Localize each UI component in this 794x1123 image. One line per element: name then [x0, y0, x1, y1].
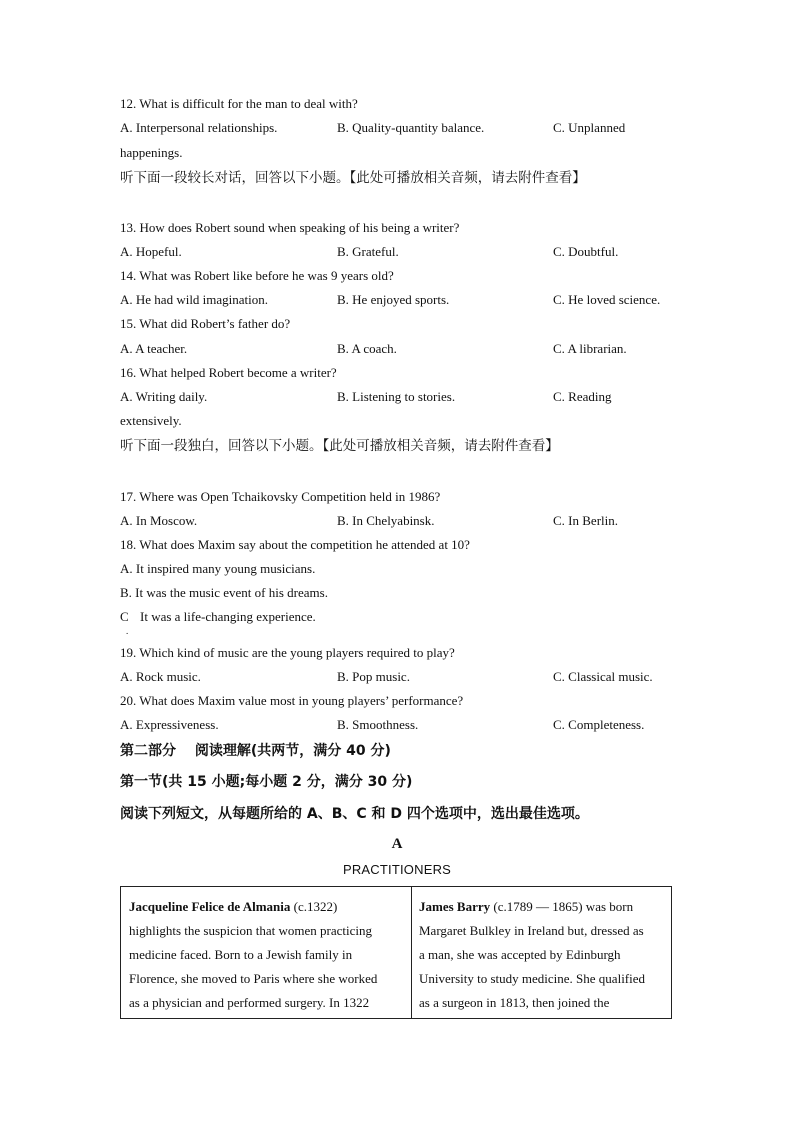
- practitioners-table: [120, 886, 672, 1019]
- practitioner-name-almania: Jacqueline Felice de Almania: [129, 899, 291, 914]
- table-cell-right-line-3: a man, she was accepted by Edinburgh: [419, 947, 621, 962]
- practitioner-name-barry: James Barry: [419, 899, 491, 914]
- q18-option-c-dot: .: [126, 626, 129, 636]
- q13-option-b: B. Grateful.: [337, 244, 399, 259]
- q17-option-a: A. In Moscow.: [120, 513, 198, 528]
- q18-option-b: B. It was the music event of his dreams.: [120, 585, 328, 600]
- q12-option-c: C. Unplanned: [553, 120, 626, 135]
- q19-option-b: B. Pop music.: [337, 669, 410, 684]
- q20-option-b: B. Smoothness.: [337, 717, 419, 732]
- question-15: 15. What did Robert’s father do?: [120, 316, 291, 331]
- q14-option-c: C. He loved science.: [553, 292, 661, 307]
- q15-option-b: B. A coach.: [337, 341, 397, 356]
- q16-option-a: A. Writing daily.: [120, 389, 208, 404]
- part-2-heading: 第二部分 阅读理解(共两节，满分 40 分): [120, 743, 391, 759]
- q13-option-a: A. Hopeful.: [120, 244, 182, 259]
- q14-option-a: A. He had wild imagination.: [120, 292, 269, 307]
- table-cell-right: [419, 895, 669, 1015]
- table-cell-left-line-2: highlights the suspicion that women practicing: [129, 923, 372, 938]
- question-17: 17. Where was Open Tchaikovsky Competition held in 1986?: [120, 489, 441, 504]
- passage-letter: A: [391, 836, 403, 852]
- passage-title: PRACTITIONERS: [342, 862, 452, 877]
- question-19: 19. Which kind of music are the young players required to play?: [120, 645, 455, 660]
- q18-option-c: It was a life-changing experience.: [140, 609, 316, 624]
- reading-instruction: 阅读下列短文，从每题所给的 A、B、C 和 D 四个选项中，选出最佳选项。: [120, 806, 589, 822]
- q13-option-c: C. Doubtful.: [553, 244, 619, 259]
- section-1-heading: 第一节(共 15 小题;每小题 2 分，满分 30 分): [120, 774, 413, 790]
- q15-option-a: A. A teacher.: [120, 341, 188, 356]
- q19-option-c: C. Classical music.: [553, 669, 653, 684]
- q12-option-a: A. Interpersonal relationships.: [120, 120, 278, 135]
- q16-option-c-continued: extensively.: [120, 413, 182, 428]
- table-cell-right-line-5: as a surgeon in 1813, then joined the: [419, 995, 610, 1010]
- table-cell-left-line-4: Florence, she moved to Paris where she worked: [129, 971, 378, 986]
- q12-option-c-continued: happenings.: [120, 145, 183, 160]
- question-16: 16. What helped Robert become a writer?: [120, 365, 337, 380]
- table-cell-left-line-1: Jacqueline Felice de Almania (c.1322): [129, 899, 338, 914]
- q17-option-c: C. In Berlin.: [553, 513, 618, 528]
- q19-option-a: A. Rock music.: [120, 669, 201, 684]
- q17-option-b: B. In Chelyabinsk.: [337, 513, 435, 528]
- table-cell-right-line-1: James Barry (c.1789 — 1865) was born: [419, 899, 634, 914]
- table-cell-left: [129, 895, 407, 1015]
- listening-instruction-2: 听下面一段独白，回答以下小题。【此处可播放相关音频，请去附件查看】: [120, 438, 559, 454]
- q18-option-a: A. It inspired many young musicians.: [120, 561, 316, 576]
- question-18: 18. What does Maxim say about the competition he attended at 10?: [120, 537, 470, 552]
- table-cell-right-line-2: Margaret Bulkley in Ireland but, dressed as: [419, 923, 644, 938]
- q18-option-c-letter: C: [120, 609, 129, 624]
- question-12: 12. What is difficult for the man to deal with?: [120, 96, 358, 111]
- table-cell-left-line-5: as a physician and performed surgery. In 1322: [129, 995, 370, 1010]
- q12-option-b: B. Quality-quantity balance.: [337, 120, 485, 135]
- question-13: 13. How does Robert sound when speaking of his being a writer?: [120, 220, 460, 235]
- q16-option-b: B. Listening to stories.: [337, 389, 456, 404]
- q14-option-b: B. He enjoyed sports.: [337, 292, 450, 307]
- q20-option-c: C. Completeness.: [553, 717, 645, 732]
- table-column-divider: [411, 887, 412, 1018]
- table-cell-right-line-4: University to study medicine. She qualified: [419, 971, 646, 986]
- q16-option-c: C. Reading: [553, 389, 612, 404]
- question-14: 14. What was Robert like before he was 9 years old?: [120, 268, 394, 283]
- listening-instruction-1: 听下面一段较长对话，回答以下小题。【此处可播放相关音频，请去附件查看】: [120, 170, 586, 186]
- question-20: 20. What does Maxim value most in young players’ performance?: [120, 693, 464, 708]
- q15-option-c: C. A librarian.: [553, 341, 627, 356]
- table-cell-left-line-3: medicine faced. Born to a Jewish family in: [129, 947, 353, 962]
- q20-option-a: A. Expressiveness.: [120, 717, 219, 732]
